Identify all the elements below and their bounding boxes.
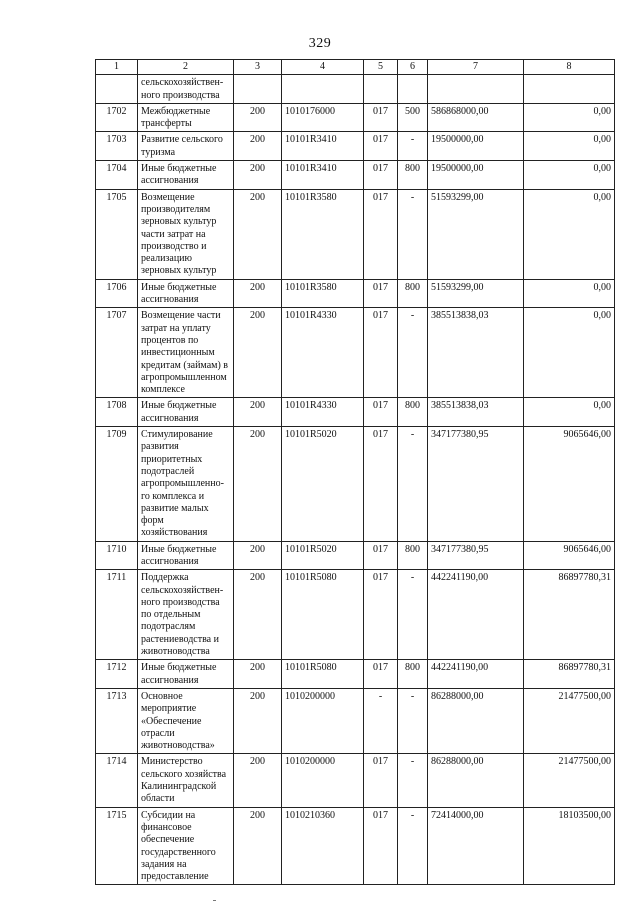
budget-table (95, 59, 615, 885)
table-row (96, 189, 615, 279)
amount-cell: 19500000,00 (428, 161, 524, 190)
table-body (96, 75, 615, 885)
item-name-cell: Министерство сельского хозяйства Калининградской области (138, 754, 234, 807)
expense-type-cell: 800 (398, 398, 428, 427)
amount-secondary-cell: 0,00 (524, 161, 615, 190)
expense-type-cell: - (398, 754, 428, 807)
target-article-cell: 1010210360 (282, 807, 364, 885)
expense-type-cell: 800 (398, 541, 428, 570)
code-5-cell (364, 75, 398, 104)
row-number-cell: 1704 (96, 161, 138, 190)
expense-type-cell: - (398, 688, 428, 753)
amount-secondary-cell: 0,00 (524, 189, 615, 279)
row-number-cell: 1712 (96, 660, 138, 689)
column-header: 5 (364, 60, 398, 75)
target-article-cell: 10101R5080 (282, 660, 364, 689)
item-name-cell: Основное мероприятие «Обеспечение отрасли животноводства» (138, 688, 234, 753)
amount-cell: 51593299,00 (428, 279, 524, 308)
amount-cell: 347177380,95 (428, 541, 524, 570)
amount-cell: 347177380,95 (428, 427, 524, 542)
table-row (96, 308, 615, 398)
amount-cell: 442241190,00 (428, 660, 524, 689)
item-name-cell: Межбюджетные трансферты (138, 103, 234, 132)
item-name-cell: Иные бюджетные ассигнования (138, 660, 234, 689)
target-article-cell: 10101R3580 (282, 279, 364, 308)
amount-cell: 72414000,00 (428, 807, 524, 885)
target-article-cell: 1010200000 (282, 688, 364, 753)
code-3-cell: 200 (234, 541, 282, 570)
item-name-cell: Поддержка сельскохозяйствен- ного производства по отдельным подотраслям растениеводства и животноводства (138, 570, 234, 660)
table-row (96, 660, 615, 689)
column-header: 1 (96, 60, 138, 75)
amount-secondary-cell: 0,00 (524, 308, 615, 398)
code-3-cell: 200 (234, 103, 282, 132)
table-row (96, 279, 615, 308)
page-number: 329 (308, 36, 332, 51)
code-5-cell: 017 (364, 541, 398, 570)
table-row (96, 75, 615, 104)
row-number-cell: 1707 (96, 308, 138, 398)
table-row (96, 398, 615, 427)
code-5-cell: 017 (364, 754, 398, 807)
item-name-cell: сельскохозяйствен- ного производства (138, 75, 234, 104)
amount-secondary-cell: 0,00 (524, 132, 615, 161)
row-number-cell: 1711 (96, 570, 138, 660)
table-header-row (96, 60, 615, 75)
item-name-cell: Иные бюджетные ассигнования (138, 398, 234, 427)
code-3-cell: 200 (234, 132, 282, 161)
column-header: 3 (234, 60, 282, 75)
code-3-cell: 200 (234, 688, 282, 753)
amount-secondary-cell: 9065646,00 (524, 427, 615, 542)
amount-cell: 385513838,03 (428, 398, 524, 427)
amount-cell: 51593299,00 (428, 189, 524, 279)
code-5-cell: 017 (364, 807, 398, 885)
code-5-cell: 017 (364, 398, 398, 427)
expense-type-cell: 500 (398, 103, 428, 132)
column-header: 2 (138, 60, 234, 75)
column-header: 4 (282, 60, 364, 75)
row-number-cell (96, 75, 138, 104)
target-article-cell: 10101R5020 (282, 541, 364, 570)
code-3-cell: 200 (234, 807, 282, 885)
column-header: 8 (524, 60, 615, 75)
expense-type-cell: - (398, 427, 428, 542)
table-row (96, 427, 615, 542)
code-5-cell: 017 (364, 660, 398, 689)
code-5-cell: 017 (364, 279, 398, 308)
target-article-cell: 1010200000 (282, 754, 364, 807)
code-5-cell: 017 (364, 308, 398, 398)
item-name-cell: Возмещение производителям зерновых культур части затрат на производство и реализацию зерновых культур (138, 189, 234, 279)
amount-cell: 385513838,03 (428, 308, 524, 398)
row-number-cell: 1715 (96, 807, 138, 885)
amount-secondary-cell: 0,00 (524, 103, 615, 132)
column-header: 6 (398, 60, 428, 75)
table-row (96, 688, 615, 753)
code-5-cell: 017 (364, 132, 398, 161)
table-row (96, 754, 615, 807)
item-name-cell: Развитие сельского туризма (138, 132, 234, 161)
amount-cell: 586868000,00 (428, 103, 524, 132)
item-name-cell: Иные бюджетные ассигнования (138, 161, 234, 190)
code-3-cell: 200 (234, 398, 282, 427)
amount-cell: 86288000,00 (428, 688, 524, 753)
row-number-cell: 1710 (96, 541, 138, 570)
table-row (96, 570, 615, 660)
expense-type-cell: - (398, 132, 428, 161)
row-number-cell: 1713 (96, 688, 138, 753)
target-article-cell (282, 75, 364, 104)
amount-secondary-cell (524, 75, 615, 104)
code-3-cell: 200 (234, 427, 282, 542)
scan-speck (213, 900, 216, 901)
amount-secondary-cell: 21477500,00 (524, 688, 615, 753)
amount-cell: 86288000,00 (428, 754, 524, 807)
target-article-cell: 10101R4330 (282, 398, 364, 427)
code-5-cell: 017 (364, 189, 398, 279)
row-number-cell: 1708 (96, 398, 138, 427)
amount-secondary-cell: 9065646,00 (524, 541, 615, 570)
code-3-cell: 200 (234, 279, 282, 308)
table-row (96, 807, 615, 885)
expense-type-cell (398, 75, 428, 104)
row-number-cell: 1709 (96, 427, 138, 542)
row-number-cell: 1705 (96, 189, 138, 279)
expense-type-cell: - (398, 570, 428, 660)
table-row (96, 132, 615, 161)
column-header: 7 (428, 60, 524, 75)
target-article-cell: 10101R3410 (282, 132, 364, 161)
amount-cell: 19500000,00 (428, 132, 524, 161)
expense-type-cell: - (398, 308, 428, 398)
item-name-cell: Возмещение части затрат на уплату процентов по инвестиционным кредитам (займам) в агропромышленном комплексе (138, 308, 234, 398)
target-article-cell: 10101R3580 (282, 189, 364, 279)
item-name-cell: Субсидии на финансовое обеспечение государственного задания на предоставление (138, 807, 234, 885)
expense-type-cell: 800 (398, 161, 428, 190)
row-number-cell: 1703 (96, 132, 138, 161)
target-article-cell: 10101R5080 (282, 570, 364, 660)
code-3-cell: 200 (234, 570, 282, 660)
row-number-cell: 1714 (96, 754, 138, 807)
code-3-cell: 200 (234, 660, 282, 689)
amount-cell: 442241190,00 (428, 570, 524, 660)
table-row (96, 161, 615, 190)
target-article-cell: 10101R4330 (282, 308, 364, 398)
code-3-cell: 200 (234, 189, 282, 279)
code-3-cell (234, 75, 282, 104)
amount-secondary-cell: 86897780,31 (524, 660, 615, 689)
code-3-cell: 200 (234, 161, 282, 190)
expense-type-cell: 800 (398, 279, 428, 308)
item-name-cell: Иные бюджетные ассигнования (138, 541, 234, 570)
target-article-cell: 10101R3410 (282, 161, 364, 190)
amount-secondary-cell: 21477500,00 (524, 754, 615, 807)
code-3-cell: 200 (234, 308, 282, 398)
item-name-cell: Стимулирование развития приоритетных подотраслей агропромышленно- го комплекса и развитие малых форм хозяйствования (138, 427, 234, 542)
row-number-cell: 1706 (96, 279, 138, 308)
code-5-cell: 017 (364, 570, 398, 660)
code-3-cell: 200 (234, 754, 282, 807)
amount-cell (428, 75, 524, 104)
amount-secondary-cell: 86897780,31 (524, 570, 615, 660)
table-row (96, 541, 615, 570)
expense-type-cell: - (398, 189, 428, 279)
expense-type-cell: 800 (398, 660, 428, 689)
item-name-cell: Иные бюджетные ассигнования (138, 279, 234, 308)
amount-secondary-cell: 0,00 (524, 398, 615, 427)
code-5-cell: 017 (364, 103, 398, 132)
code-5-cell: - (364, 688, 398, 753)
amount-secondary-cell: 18103500,00 (524, 807, 615, 885)
code-5-cell: 017 (364, 427, 398, 542)
target-article-cell: 1010176000 (282, 103, 364, 132)
target-article-cell: 10101R5020 (282, 427, 364, 542)
amount-secondary-cell: 0,00 (524, 279, 615, 308)
row-number-cell: 1702 (96, 103, 138, 132)
expense-type-cell: - (398, 807, 428, 885)
code-5-cell: 017 (364, 161, 398, 190)
table-row (96, 103, 615, 132)
